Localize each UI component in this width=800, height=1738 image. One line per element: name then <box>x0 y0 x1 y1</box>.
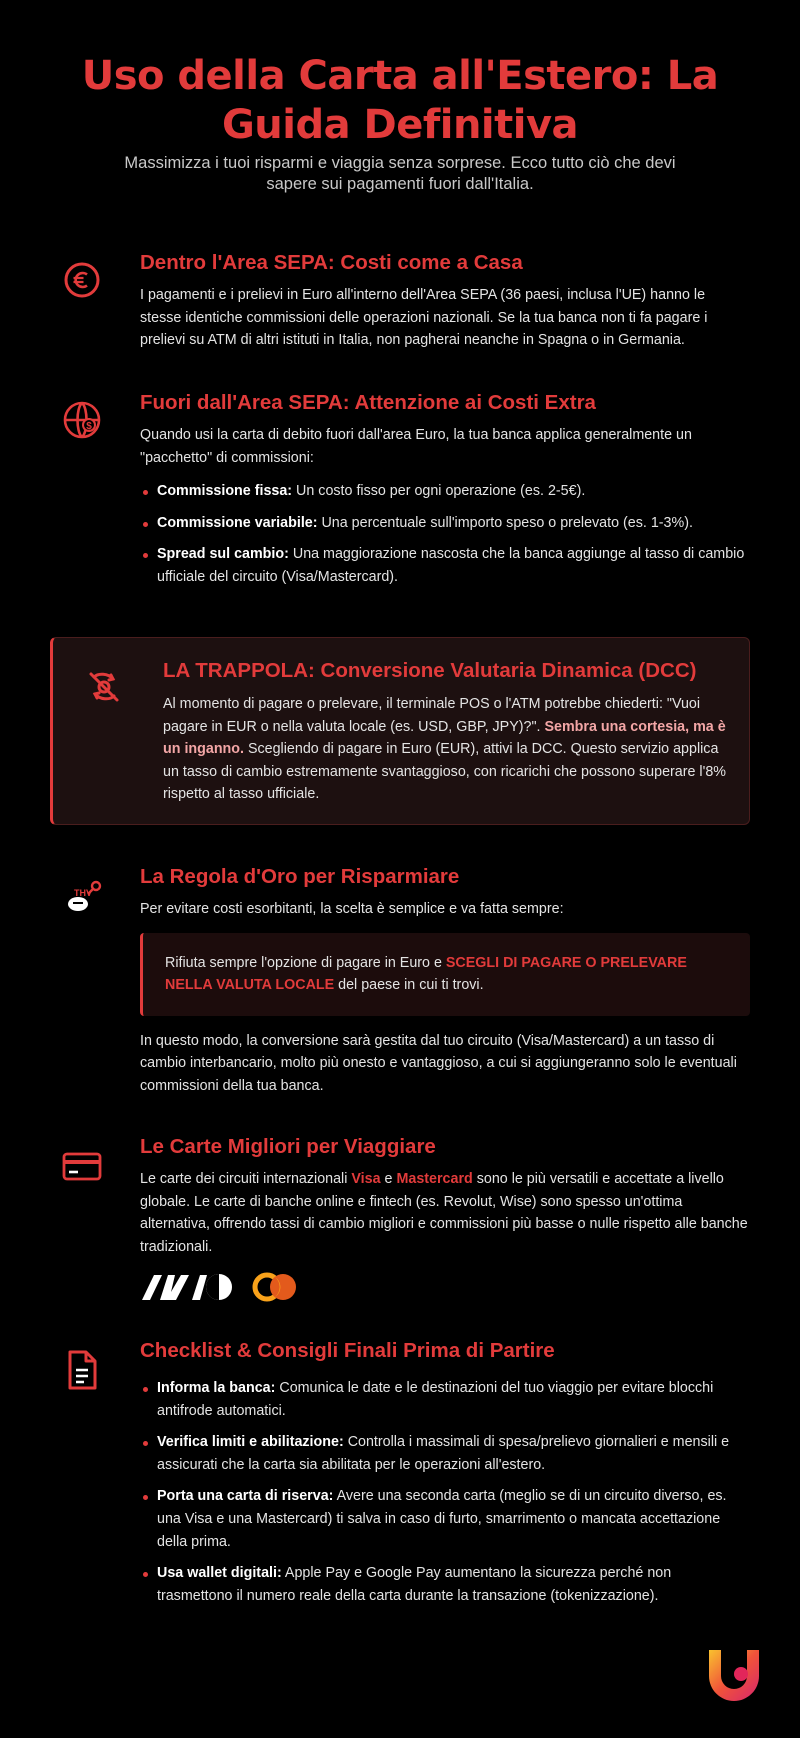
mastercard-logo <box>250 1272 300 1302</box>
svg-text:$: $ <box>86 421 92 432</box>
golden-rule-intro: Per evitare costi esorbitanti, la scelta è semplice e va fatta sempre: <box>140 901 564 917</box>
globe-dollar-icon <box>58 396 106 444</box>
section-sepa-text: I pagamenti e i prelievi in Euro all'interno dell'Area SEPA (36 paesi, inclusa l'UE) hanno le stesse identiche commissioni delle operazioni nazionali. Se la tua banca non ti fa pagare i prelievi su ATM di altri istituti in Italia, non pagherai neanche in Spagna o in Germania. <box>140 287 708 349</box>
golden-rule-highlight: SCEGLI DI PAGARE O PRELEVARE NELLA VALUTA LOCALE <box>165 954 687 994</box>
dcc-title: LA TRAPPOLA: Conversione Valutaria Dinamica (DCC) <box>163 659 697 682</box>
credit-card-icon <box>58 1142 106 1190</box>
coin-euro-icon <box>58 256 106 304</box>
section-extra-sepa-intro: Quando usi la carta di debito fuori dall'area Euro, la tua banca applica generalmente un "pacchetto" di commissioni: <box>140 427 692 466</box>
dcc-highlight: Sembra una cortesia, ma è un inganno. <box>163 718 726 758</box>
list-item: Informa la banca: Comunica le date e le destinazioni del tuo viaggio per evitare blocchi antifrode automatici. <box>140 1377 750 1422</box>
visa-highlight: Visa <box>351 1171 381 1187</box>
list-item: Usa wallet digitali: Apple Pay e Google Pay aumentano la sicurezza perché non trasmettono il numero reale della carta durante la transazione (tokenizzazione). <box>140 1562 750 1607</box>
no-exchange-icon <box>80 663 128 711</box>
section-extra-sepa-title: Fuori dall'Area SEPA: Attenzione ai Costi Extra <box>140 391 596 414</box>
checklist-title: Checklist & Consigli Finali Prima di Partire <box>140 1339 555 1362</box>
list-item: Spread sul cambio: Una maggiorazione nascosta che la banca aggiunge al tasso di cambio ufficiale del circuito (Visa/Mastercard). <box>140 543 750 588</box>
visa-logo <box>140 1273 234 1301</box>
dcc-text: Al momento di pagare o prelevare, il terminale POS o l'ATM potrebbe chiederti: "Vuoi pagare in EUR o nella valuta locale (es. USD, GBP, JPY)?". Sembra una cortesia, ma è un inganno. Scegliendo di pagare in Euro (EUR), attivi la DCC. Questo servizio applica un tasso di cambio estremamente svantaggioso, con ricarichi che possono superare l'8% rispetto al tasso ufficiale. <box>163 696 726 803</box>
card-logos <box>140 1272 750 1302</box>
cards-text: Le carte dei circuiti internazionali Visa e Mastercard sono le più versatili e accettate a livello globale. Le carte di banche online e fintech (es. Revolut, Wise) sono spesso un'ottima alternativa, offrendo tassi di cambio migliori e commissioni più basse o nulle rispetto alle banche tradizionali. <box>140 1171 748 1255</box>
list-item: Porta una carta di riserva: Avere una seconda carta (meglio se di un circuito diverso, es. una Visa e una Mastercard) ti salva in caso di furto, smarrimento o mancata accettazione della prima. <box>140 1485 750 1553</box>
section-sepa-title: Dentro l'Area SEPA: Costi come a Casa <box>140 251 523 274</box>
svg-text:THV: THV <box>74 888 92 898</box>
cards-title: Le Carte Migliori per Viaggiare <box>140 1135 436 1158</box>
brand-logo-icon <box>705 1646 763 1706</box>
checklist-list <box>140 1377 750 1607</box>
page-title: Uso della Carta all'Estero: La Guida Definitiva <box>81 53 719 148</box>
list-item: Verifica limiti e abilitazione: Controlla i massimali di spesa/prelievo giornalieri e mensili e assicurati che la carta sia abilitata per le operazioni all'estero. <box>140 1431 750 1476</box>
golden-rule-title: La Regola d'Oro per Risparmiare <box>140 865 460 888</box>
document-list-icon <box>58 1346 106 1394</box>
golden-rule-outro: In questo modo, la conversione sarà gestita dal tuo circuito (Visa/Mastercard) a un tasso di cambio interbancario, molto più onesto e vantaggioso, a cui si aggiungeranno solo le eventuali commissioni della tua banca. <box>140 1032 737 1094</box>
list-item: Commissione fissa: Un costo fisso per ogni operazione (es. 2-5€). <box>140 480 750 503</box>
piggy-bank-icon <box>58 872 106 920</box>
page-subtitle: Massimizza i tuoi risparmi e viaggia senza sorprese. Ecco tutto ciò che devi sapere sui pagamenti fuori dall'Italia. <box>124 154 676 193</box>
fees-list <box>140 480 750 588</box>
mastercard-highlight: Mastercard <box>396 1171 473 1187</box>
list-item: Commissione variabile: Una percentuale sull'importo speso o prelevato (es. 1-3%). <box>140 512 750 535</box>
dcc-warning-box <box>50 637 750 825</box>
golden-rule-quote: Rifiuta sempre l'opzione di pagare in Euro e SCEGLI DI PAGARE O PRELEVARE NELLA VALUTA LOCALE del paese in cui ti trovi. <box>140 933 750 1016</box>
